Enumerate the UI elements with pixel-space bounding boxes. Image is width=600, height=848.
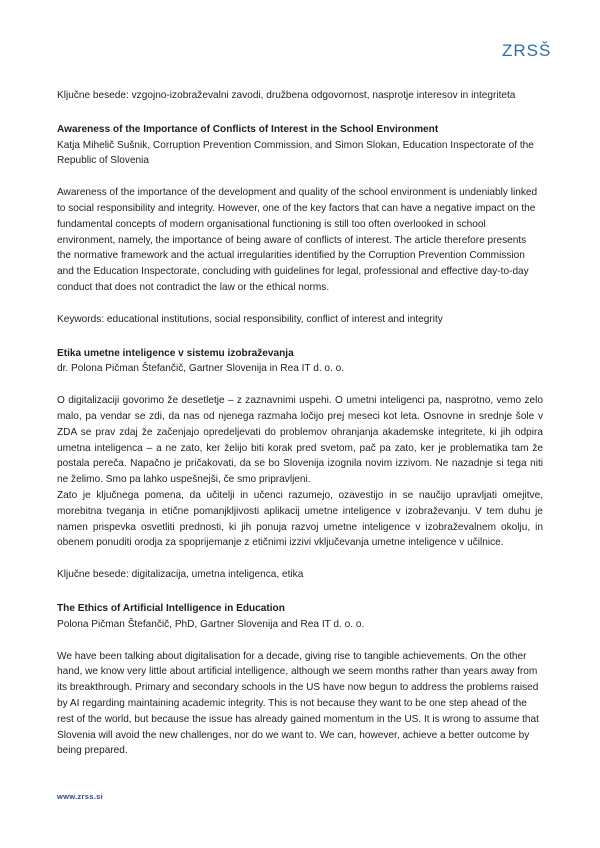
footer-url[interactable]: www.zrss.si (57, 792, 103, 801)
document-body (57, 88, 543, 759)
article-keywords-conflicts-en: Keywords: educational institutions, social responsibility, conflict of interest and integrity (57, 313, 443, 325)
section-keywords-sl-1: Ključne besede: vzgojno-izobraževalni zavodi, družbena odgovornost, nasprotje interesov in integriteta (57, 90, 516, 101)
zrss-logo (500, 30, 552, 62)
article-abstract-conflicts-en: Awareness of the importance of the development and quality of the school environment is undeniably linked to social responsibility and integrity. However, one of the key factors that can have a negative impact on the fundamental concepts of modern organisational functioning is still too often overlooked in school environment, namely, the importance of being aware of conflicts of interest. The article therefore presents the normative framework and the actual irregularities identified by the Corruption Prevention Commission and the Education Inspectorate, concluding with guidelines for legal, professional and effective day-to-day conduct that does not contradict the law or the ethical norms. (57, 187, 538, 293)
article-title-ai-en: The Ethics of Artificial Intelligence in Education (57, 602, 285, 614)
article-abstract-ai-sl-p2: Zato je ključnega pomena, da učitelji in učenci razumejo, ozavestijo in se naučijo upravljati omejitve, morebitna tveganja in etične pomanjkljivosti aplikacij umetne inteligence v izobraževanju. V tem duhu je namen prispevka osvetliti prednosti, ki jih ponuja razvoj umetne inteligence v izobraževalnem okolju, in obenem ponuditi orodja za spoprijemanje z etičnimi izzivi vključevanja umetne inteligence v učilnice. (57, 489, 543, 549)
article-abstract-ai-en: We have been talking about digitalisation for a decade, giving rise to tangible achievements. On the other hand, we know very little about artificial intelligence, although we seem months rather than years away from its breakthrough. Primary and secondary schools in the US have now begun to address the problems raised by AI regarding maintaining academic integrity. This is not because they want to be one step ahead of the rest of the world, but because the issue has already gained momentum in the US. It is wrong to assume that Slovenia will avoid the new challenges, nor do we want to. We can, however, achieve a better outcome by being prepared. (57, 650, 539, 757)
logo-text: ZRSŠ (502, 41, 552, 60)
article-keywords-ai-sl: Ključne besede: digitalizacija, umetna inteligenca, etika (57, 569, 304, 581)
article-title-ai-sl: Etika umetne inteligence v sistemu izobraževanja (57, 347, 294, 359)
article-authors-conflicts-en: Katja Mihelič Sušnik, Corruption Prevention Commission, and Simon Slokan, Education Inspectorate of the Republic of Slovenia (57, 139, 534, 167)
article-abstract-ai-sl-p1: O digitalizaciji govorimo že desetletje – z zaznavnimi uspehi. O umetni inteligenci pa, nasprotno, vemo zelo malo, pa vendar se zdi, da nas od njenega razmaha ločijo prej meseci kot leta. Osnovne in srednje šole v ZDA se prav zdaj že začenjajo opredeljevati do problemov ohranjanja akademske integritete, ki jih odpira umetna inteligenca – a ne zato, ker želijo biti korak pred svetom, pač pa zato, ker je problematika tam že postala pereča. Napačno je pričakovati, da se bo Slovenija izognila novim izzivom. Ne nazadnje si tega niti ne želimo. Smo pa lahko uspešnejši, če smo pripravljeni. (57, 395, 543, 486)
article-authors-ai-en: Polona Pičman Štefančič, PhD, Gartner Slovenija and Rea IT d. o. o. (57, 618, 365, 630)
article-authors-ai-sl: dr. Polona Pičman Štefančič, Gartner Slovenija in Rea IT d. o. o. (57, 363, 345, 375)
article-title-conflicts-en: Awareness of the Importance of Conflicts of Interest in the School Environment (57, 123, 439, 135)
